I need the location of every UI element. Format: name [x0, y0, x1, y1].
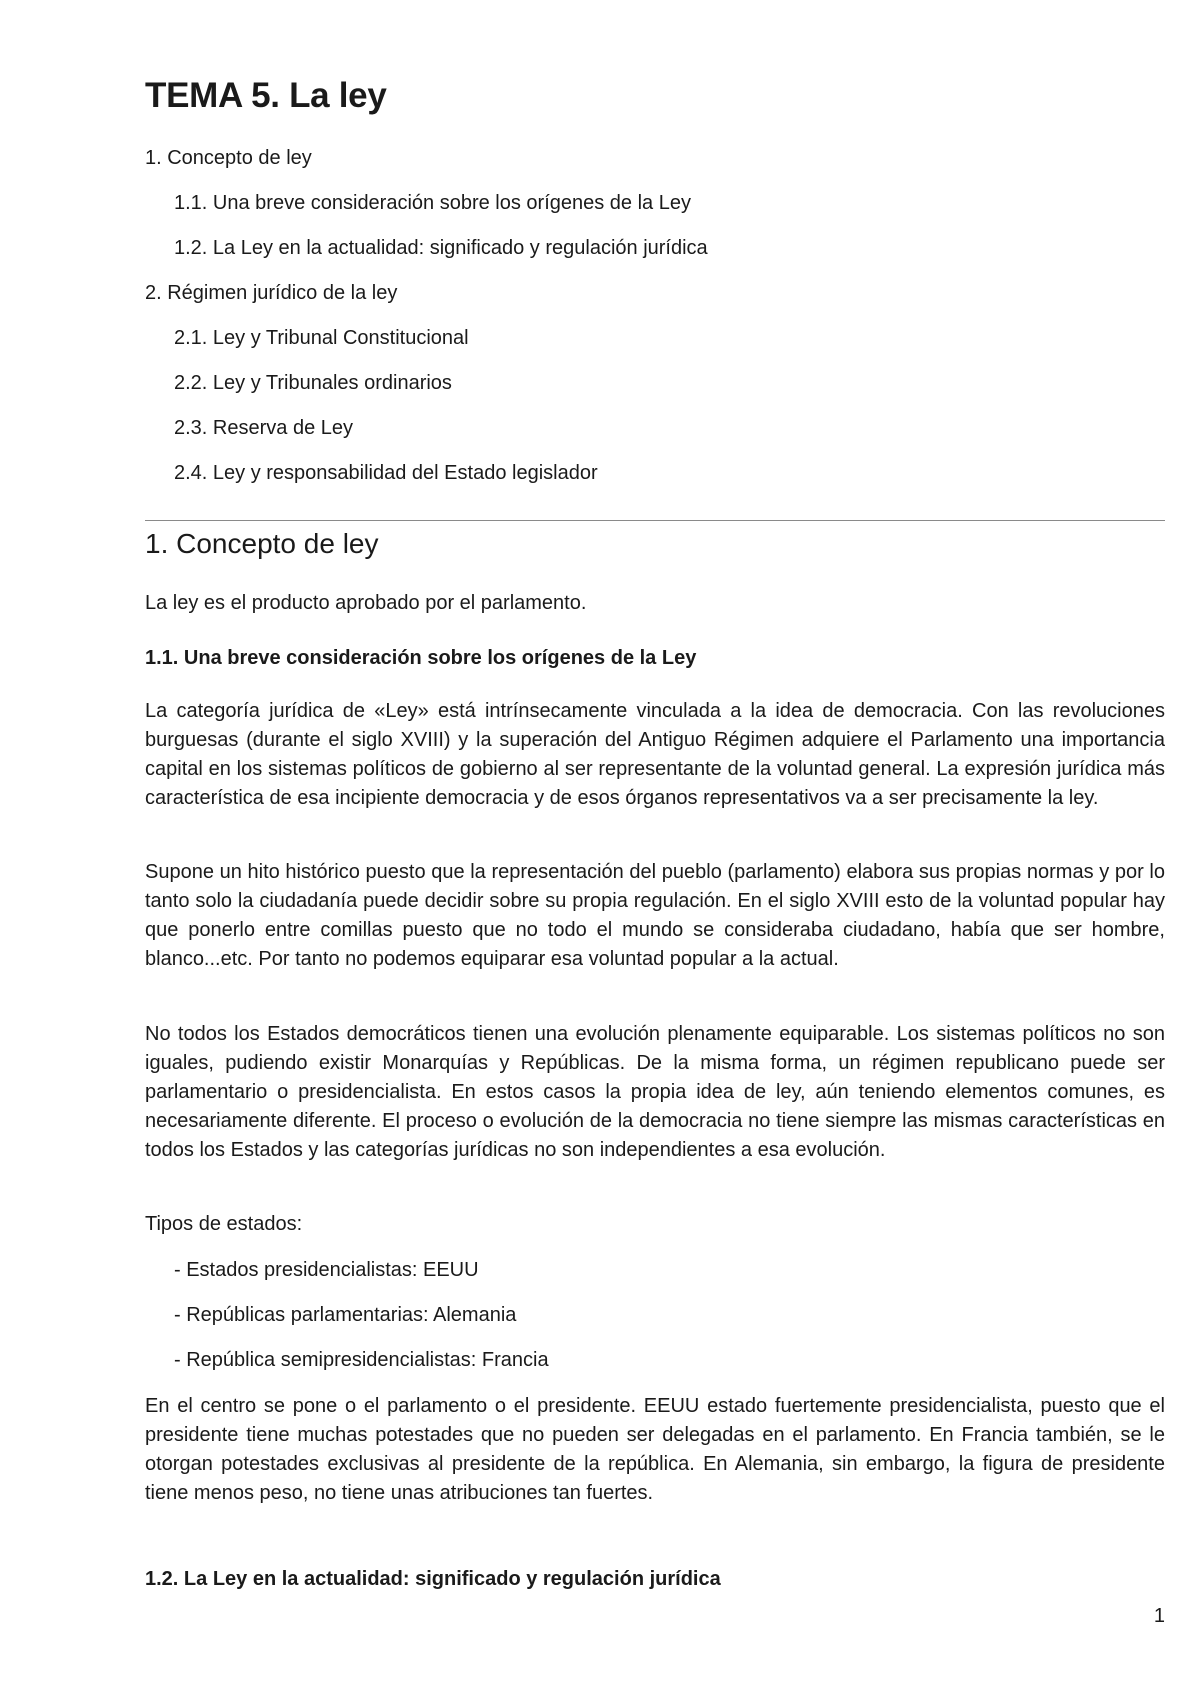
toc-item: 2.3. Reserva de Ley [174, 417, 353, 439]
toc-item: 1.2. La Ley en la actualidad: significado y regulación jurídica [174, 237, 708, 259]
types-label: Tipos de estados: [145, 1213, 303, 1235]
intro-paragraph: La ley es el producto aprobado por el parlamento. [145, 592, 587, 614]
list-item: - República semipresidencialistas: Francia [174, 1349, 549, 1371]
list-item: - Estados presidencialistas: EEUU [174, 1259, 479, 1281]
body-paragraph: En el centro se pone o el parlamento o el presidente. EEUU estado fuertemente presidencialista, puesto que el presidente tiene muchas potestades que no pueden ser delegadas en el parlamento. En Francia también, se le otorgan potestades exclusivas al presidente de la república. En Alemania, sin embargo, la figura de presidente tiene menos peso, no tiene unas atribuciones tan fuertes. [145, 1395, 1165, 1504]
page-title: TEMA 5. La ley [145, 76, 387, 115]
page-number: 1 [1153, 1605, 1165, 1627]
toc-item: 1.1. Una breve consideración sobre los orígenes de la Ley [174, 192, 691, 214]
body-paragraph: No todos los Estados democráticos tienen una evolución plenamente equiparable. Los sistemas políticos no son iguales, pudiendo existir Monarquías y Repúblicas. De la misma forma, un régimen republicano puede ser parlamentario o presidencialista. En estos casos la propia idea de ley, aún teniendo elementos comunes, es necesariamente diferente. El proceso o evolución de la democracia no tiene siempre las mismas características en todos los Estados y las categorías jurídicas no son independientes a esa evolución. [145, 1023, 1165, 1161]
toc-item: 2.2. Ley y Tribunales ordinarios [174, 372, 452, 394]
toc-item: 2. Régimen jurídico de la ley [145, 282, 398, 304]
toc-item: 1. Concepto de ley [145, 147, 312, 169]
subsection-heading: 1.2. La Ley en la actualidad: significado y regulación jurídica [145, 1568, 721, 1590]
table-of-contents [145, 136, 708, 496]
state-types-list [145, 1248, 1165, 1383]
subsection-heading: 1.1. Una breve consideración sobre los orígenes de la Ley [145, 647, 697, 669]
list-item: - Repúblicas parlamentarias: Alemania [174, 1304, 517, 1326]
toc-item: 2.4. Ley y responsabilidad del Estado legislador [174, 462, 598, 484]
section-heading: 1. Concepto de ley [145, 528, 379, 559]
toc-item: 2.1. Ley y Tribunal Constitucional [174, 327, 469, 349]
body-paragraph: La categoría jurídica de «Ley» está intrínsecamente vinculada a la idea de democracia. Con las revoluciones burguesas (durante el siglo XVIII) y la superación del Antiguo Régimen adquiere el Parlamento una importancia capital en los sistemas políticos de gobierno al ser representante de la voluntad general. La expresión jurídica más característica de esa incipiente democracia y de esos órganos representativos va a ser precisamente la ley. [145, 700, 1165, 809]
section-divider [145, 520, 1165, 521]
body-paragraph: Supone un hito histórico puesto que la representación del pueblo (parlamento) elabora sus propias normas y por lo tanto solo la ciudadanía puede decidir sobre su propia regulación. En el siglo XVIII esto de la voluntad popular hay que ponerlo entre comillas puesto que no todo el mundo se consideraba ciudadano, había que ser hombre, blanco...etc. Por tanto no podemos equiparar esa voluntad popular a la actual. [145, 861, 1165, 970]
